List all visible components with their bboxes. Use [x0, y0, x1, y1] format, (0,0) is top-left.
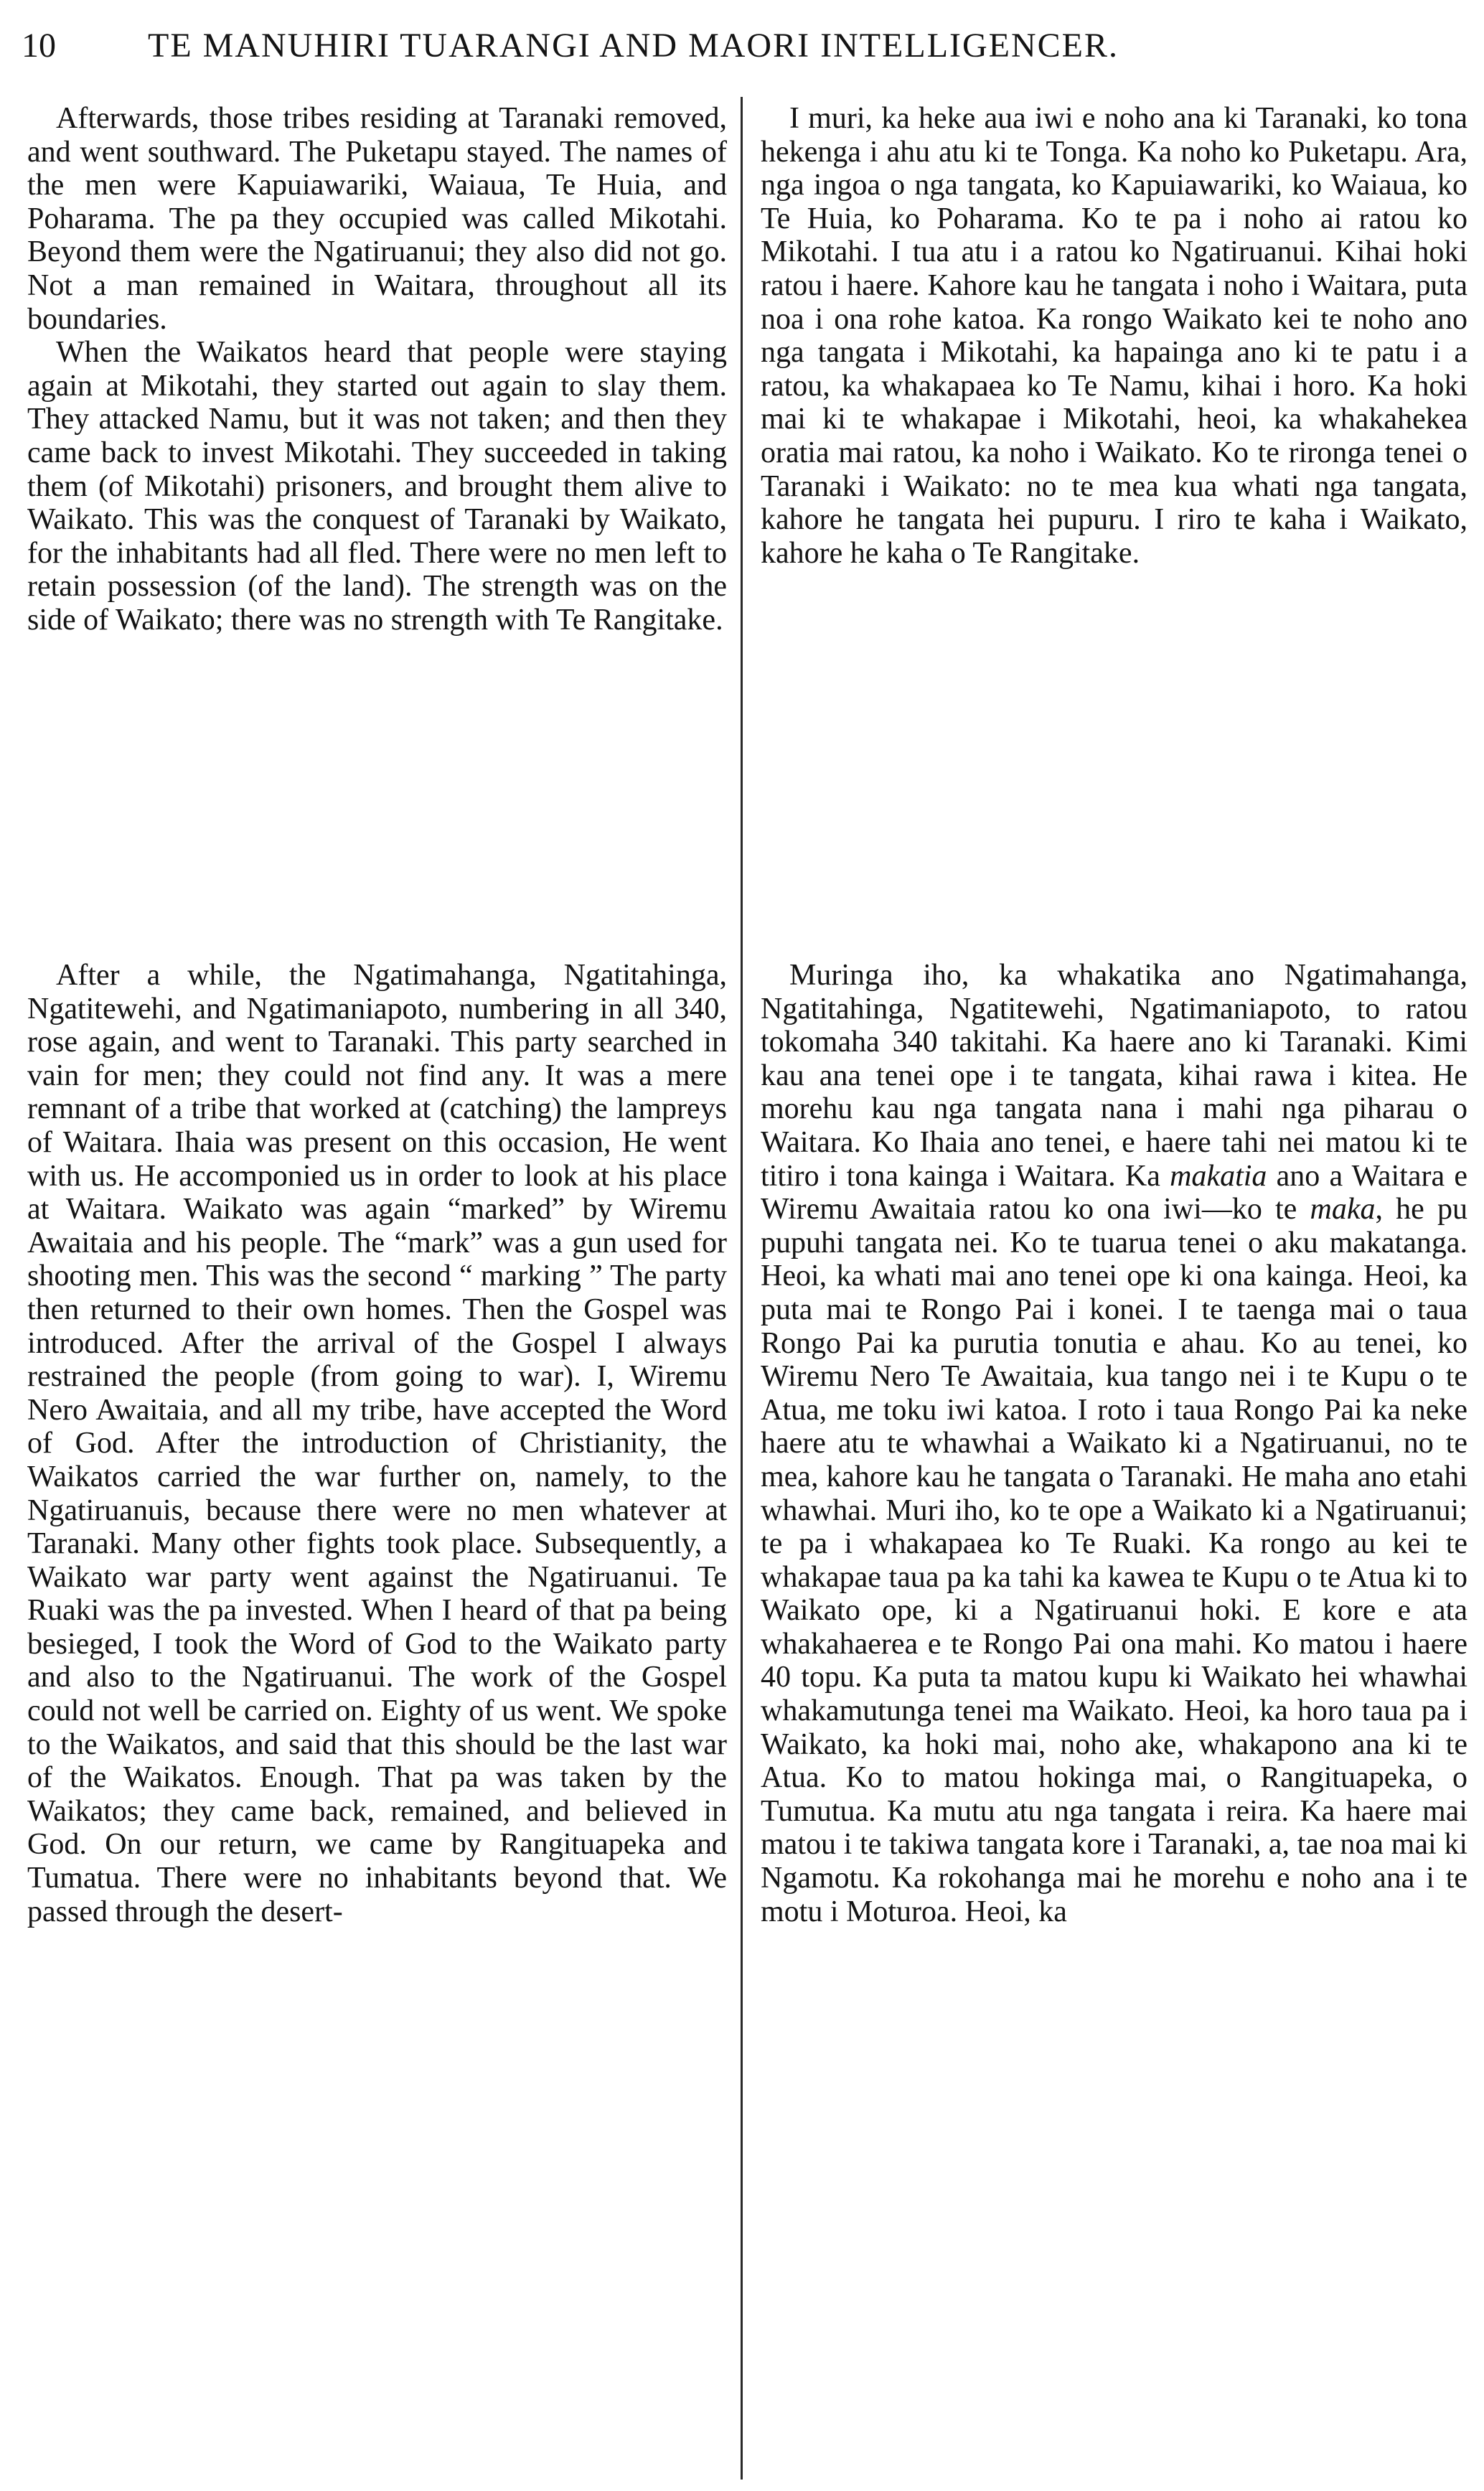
maori-column-top — [761, 102, 1467, 570]
maori-paragraph-1: I muri, ka heke aua iwi e noho ana ki Taranaki, ko tona hekenga i ahu atu ki te Tonga. Ka noho ko Puketapu. Ara, nga ingoa o nga tangata, ko Kapuiawariki, ko Waiaua, ko Te Huia, ko Poharama. Ko te pa i noho ai ratou ko Mikotahi. I tua atu i a ratou ko Ngatiruanui. Kihai hoki ratou i haere. Kahore kau he tangata i noho i Waitara, puta noa i ona rohe katoa. Ka rongo Waikato kei te noho ano nga tangata i Mikotahi, ka hapainga ano ki te patu i a ratou, ka whakapaea ko Te Namu, kihai i horo. Ka hoki mai ki te whakapae i Mikotahi, heoi, ka whakahekea oratia mai ratou, ka noho i Waikato. Ko te rironga tenei o Taranaki i Waikato: no te mea kua whati nga tangata, kahore he tangata hei pupuru. I riro te kaha i Waikato, kahore he kaha o Te Rangitake. — [761, 102, 1467, 570]
page-number: 10 — [22, 27, 56, 65]
english-paragraph-3: After a while, the Ngatimahanga, Ngatitahinga, Ngatitewehi, and Ngatimaniapoto, numbering in all 340, rose again, and went to Taranaki. This party searched in vain for men; they could not find any. It was a mere remnant of a tribe that worked at (catching) the lampreys of Waitara. Ihaia was present on this occasion, He went with us. He accomponied us in order to look at his place at Waitara. Waikato was again “marked” by Wiremu Awaitaia and his people. The “mark” was a gun used for shooting men. This was the second “ marking ” The party then returned to their own homes. Then the Gospel was introduced. After the arrival of the Gospel I always restrained the people (from going to war). I, Wiremu Nero Awaitaia, and all my tribe, have accepted the Word of God. After the introduction of Christianity, the Waikatos carried the war further on, namely, to the Ngatiruanuis, because there were no men whatever at Taranaki. Many other fights took place. Subsequently, a Waikato war party went against the Ngatiruanui. Te Ruaki was the pa invested. When I heard of that pa being besieged, I took the Word of God to the Waikato party and also to the Ngatiruanui. The work of the Gospel could not well be carried on. Eighty of us went. We spoke to the Waikatos, and said that this should be the last war of the Waikatos. Enough. That pa was taken by the Waikatos; they came back, remained, and believed in God. On our return, we came by Rangituapeka and Tumatua. There were no inhabitants beyond that. We passed through the desert- — [27, 959, 727, 1928]
maori-paragraph-2-text-b: ano a Waitara e Wiremu Awaitaia ratou ko ona iwi—ko te — [761, 1159, 1468, 1226]
english-paragraph-1: Afterwards, those tribes residing at Taranaki removed, and went southward. The Puketapu stayed. The names of the men were Kapuiawariki, Waiaua, Te Huia, and Poharama. The pa they occupied was called Mikotahi. Beyond them were the Ngatiruanui; they also did not go. Not a man remained in Waitara, throughout all its boundaries. — [27, 102, 727, 336]
english-column-top — [27, 102, 727, 637]
maori-italic-word-maka: maka — [1310, 1193, 1376, 1226]
maori-italic-word-makatia: makatia — [1170, 1159, 1267, 1193]
english-column-bottom — [27, 959, 727, 1928]
maori-column-bottom — [761, 959, 1467, 1928]
running-title: TE MANUHIRI TUARANGI AND MAORI INTELLIGENCER. — [148, 27, 1119, 65]
page-header — [22, 24, 1450, 67]
maori-paragraph-2-text-a: Muringa iho, ka whakatika ano Ngatimahanga, Ngatitahinga, Ngatitewehi, Ngatimaniapoto, to ratou tokomaha 340 takitahi. Ka haere ano ki Taranaki. Kimi kau ana tenei ope i te tangata, kihai rawa i kitea. He morehu kau nga tangata nana i mahi nga piharau o Waitara. Ko Ihaia ano tenei, e haere tahi nei matou ki te titiro i tona kainga i Waitara. Ka — [761, 959, 1467, 1193]
maori-paragraph-2-text-c: , he pu pupuhi tangata nei. Ko te tuarua tenei o aku makatanga. Heoi, ka whati mai ano tenei ope ki ona kainga. Heoi, ka puta mai te Rongo Pai i konei. I te taenga mai o taua Rongo Pai ka purutia tonutia e ahau. Ko au tenei, ko Wiremu Nero Te Awaitaia, kua tango nei i te Kupu o te Atua, me toku iwi katoa. I roto i taua Rongo Pai ka neke haere atu te whawhai a Waikato ki a Ngatiruanui, no te mea, kahore kau he tangata o Taranaki. He maha ano etahi whawhai. Muri iho, ko te ope a Waikato ki a Ngatiruanui; te pa i whakapaea ko Te Ruaki. Ka rongo au kei te whakapae taua pa ka tahi ka kawea te Kupu o te Atua ki to Waikato ope, ki a Ngatiruanui hoki. E kore e ata whakahaerea e te Rongo Pai ona mahi. Ko matou i haere 40 topu. Ka puta ta matou kupu ki Waikato hei whawhai whakamutunga tenei ma Waikato. Heoi, ka horo taua pa i Waikato, ka hoki mai, noho ake, whakapono ana ki te Atua. Ko to matou hokinga mai, o Rangituapeka, o Tumutua. Ka mutu atu nga tangata i reira. Ka haere mai matou i te takiwa tangata kore i Taranaki, a, tae noa mai ki Ngamotu. Ka rokohanga mai he morehu e noho ana i te motu i Moturoa. Heoi, ka — [761, 1193, 1467, 1928]
column-divider — [741, 97, 743, 2480]
maori-paragraph-2 — [761, 959, 1467, 1928]
english-paragraph-2: When the Waikatos heard that people were staying again at Mikotahi, they started out again to slay them. They attacked Namu, but it was not taken; and then they came back to invest Mikotahi. They succeeded in taking them (of Mikotahi) prisoners, and brought them alive to Waikato. This was the conquest of Taranaki by Waikato, for the inhabitants had all fled. There were no men left to retain possession (of the land). The strength was on the side of Waikato; there was no strength with Te Rangitake. — [27, 336, 727, 637]
